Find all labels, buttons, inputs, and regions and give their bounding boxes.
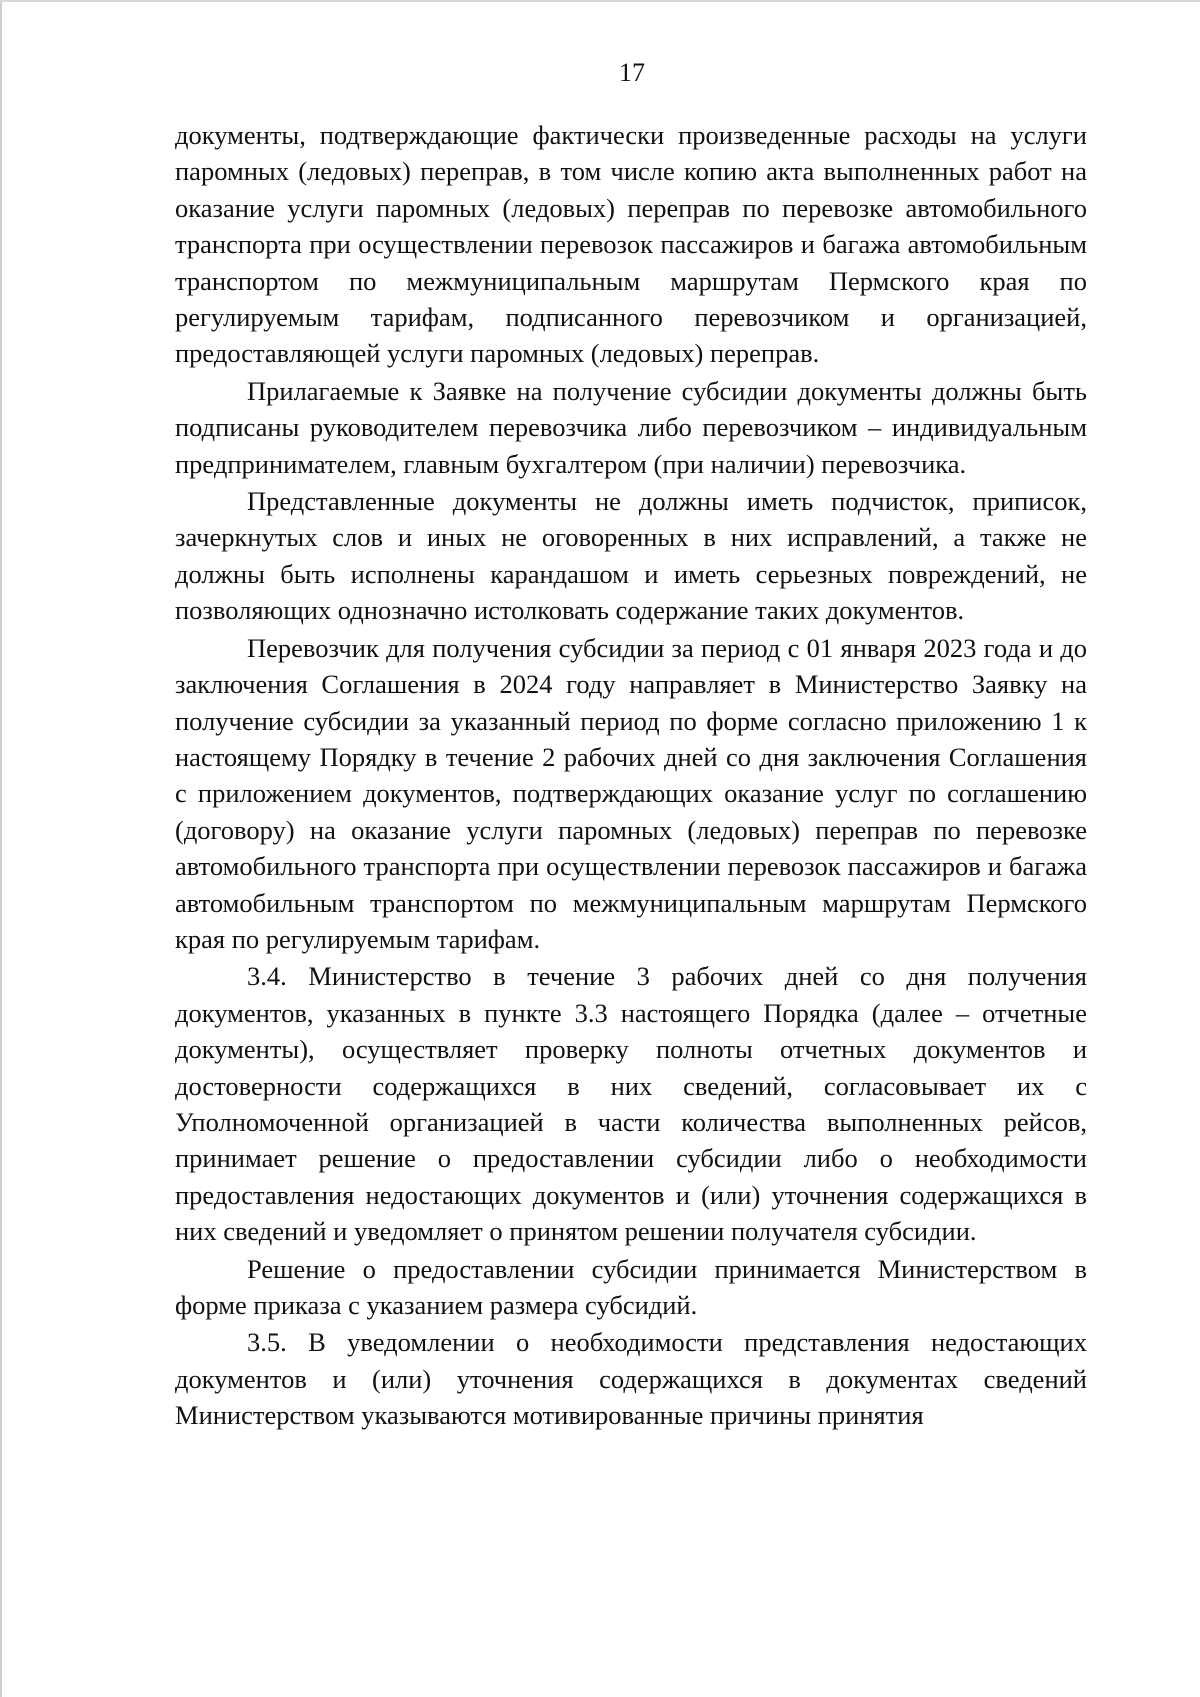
document-body bbox=[175, 117, 1087, 1435]
paragraph-5-section-3-4: 3.4. Министерство в течение 3 рабочих дней со дня получения документов, указанных в пункте 3.3 настоящего Порядка (далее – отчетные документы), осуществляет проверку полноты отчетных документов и достоверности содержащихся в них сведений, согласовывает их с Уполномоченной организацией в части количества выполненных рейсов, принимает решение о предоставлении субсидии либо о необходимости предоставления недостающих документов и (или) уточнения содержащихся в них сведений и уведомляет о принятом решении получателя субсидии. bbox=[175, 961, 1087, 1247]
paragraph-6: Решение о предоставлении субсидии принимается Министерством в форме приказа с указанием размера субсидий. bbox=[175, 1253, 1087, 1320]
scan-edge-top bbox=[0, 0, 1200, 2]
scan-edge-left bbox=[0, 0, 2, 1697]
page-number: 17 bbox=[619, 58, 645, 87]
paragraph-4: Перевозчик для получения субсидии за период с 01 января 2023 года и до заключения Соглашения в 2024 году направляет в Министерство Заявку на получение субсидии за указанный период по форме согласно приложению 1 к настоящему Порядку в течение 2 рабочих дней со дня заключения Соглашения с приложением документов, подтверждающих оказание услуг по соглашению (договору) на оказание услуги паромных (ледовых) переправ по перевозке автомобильного транспорта при осуществлении перевозок пассажиров и багажа автомобильным транспортом по межмуниципальным маршрутам Пермского края по регулируемым тарифам. bbox=[175, 632, 1087, 954]
paragraph-7-section-3-5: 3.5. В уведомлении о необходимости представления недостающих документов и (или) уточнения содержащихся в документах сведений Министерством указываются мотивированные причины принятия bbox=[175, 1327, 1087, 1431]
paragraph-3: Представленные документы не должны иметь подчисток, приписок, зачеркнутых слов и иных не оговоренных в них исправлений, а также не должны быть исполнены карандашом и иметь серьезных повреждений, не позволяющих однозначно истолковать содержание таких документов. bbox=[175, 486, 1087, 626]
paragraph-2: Прилагаемые к Заявке на получение субсидии документы должны быть подписаны руководителем перевозчика либо перевозчиком – индивидуальным предпринимателем, главным бухгалтером (при наличии) перевозчика. bbox=[175, 375, 1087, 479]
paragraph-1: документы, подтверждающие фактически произведенные расходы на услуги паромных (ледовых) переправ, в том числе копию акта выполненных работ на оказание услуги паромных (ледовых) переправ по перевозке автомобильного транспорта при осуществлении перевозок пассажиров и багажа автомобильным транспортом по межмуниципальным маршрутам Пермского края по регулируемым тарифам, подписанного перевозчиком и организацией, предоставляющей услуги паромных (ледовых) переправ. bbox=[175, 120, 1087, 369]
